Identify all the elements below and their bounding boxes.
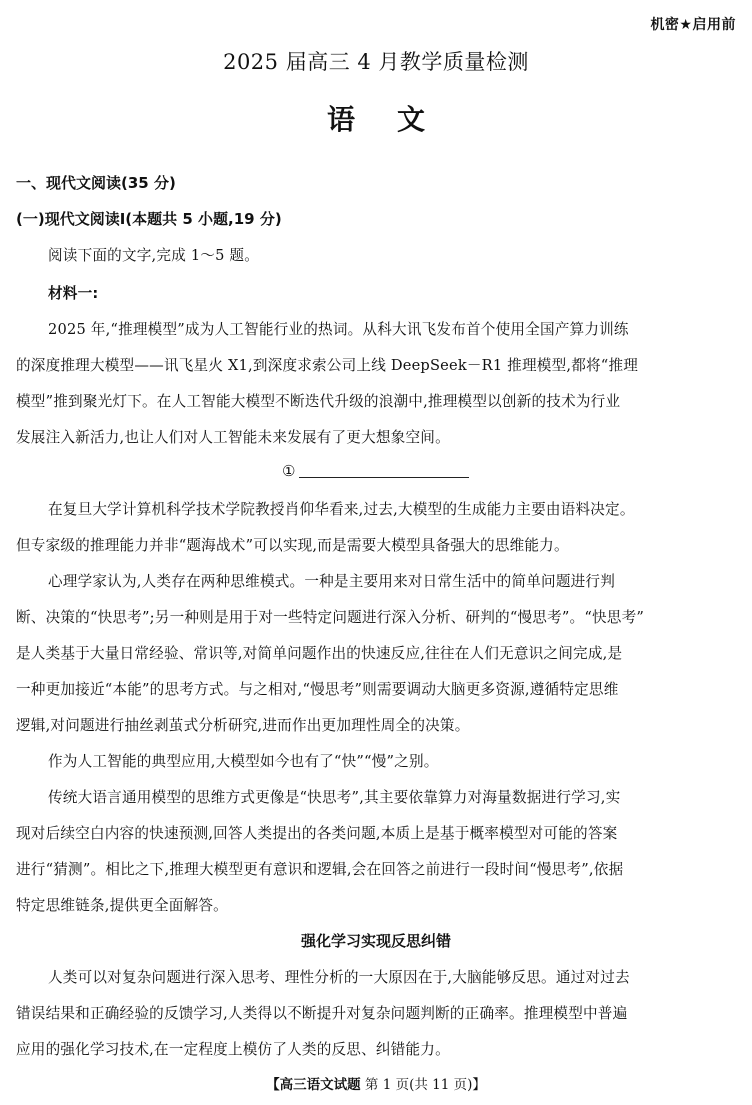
paragraph-line: 但专家级的推理能力并非“题海战术”可以实现,而是需要大模型具备强大的思维能力。 <box>16 537 569 554</box>
page-footer <box>0 1073 752 1093</box>
paragraph-line: 逻辑,对问题进行抽丝剥茧式分析研究,进而作出更加理性周全的决策。 <box>16 717 470 734</box>
subject-char-1: 语 <box>326 103 355 136</box>
paragraph-line: 特定思维链条,提供更全面解答。 <box>16 897 228 914</box>
section-title: 一、现代文阅读(35 分) <box>16 174 176 192</box>
subject-title <box>0 98 752 138</box>
footer-label: 【高三语文试题 <box>266 1077 361 1093</box>
paragraph-line: 进行“猜测”。相比之下,推理大模型更有意识和逻辑,会在回答之前进行一段时间“慢思考”,依据 <box>16 861 624 878</box>
paragraph-line: 应用的强化学习技术,在一定程度上模仿了人类的反思、纠错能力。 <box>16 1041 450 1058</box>
paragraph-line: 是人类基于大量日常经验、常识等,对简单问题作出的快速反应,往往在人们无意识之间完成,是 <box>16 645 623 662</box>
paragraph-line: 心理学家认为,人类存在两种思维模式。一种是主要用来对日常生活中的简单问题进行判 <box>48 573 616 590</box>
blank-line <box>299 463 469 478</box>
instruction: 阅读下面的文字,完成 1～5 题。 <box>48 247 260 264</box>
footer-page-info: 第 1 页(共 11 页)】 <box>364 1077 486 1093</box>
paragraph-line: 现对后续空白内容的快速预测,回答人类提出的各类问题,本质上是基于概率模型对可能的答案 <box>16 825 618 842</box>
paragraph-line: 的深度推理大模型——讯飞星火 X1,到深度求索公司上线 DeepSeek－R1 推理模型,都将“推理 <box>16 357 639 374</box>
material-label: 材料一: <box>48 285 99 302</box>
confidential-mark: 机密★启用前 <box>650 17 736 33</box>
paragraph-line: 人类可以对复杂问题进行深入思考、理性分析的一大原因在于,大脑能够反思。通过对过去 <box>48 969 630 986</box>
paragraph-line: 模型”推到聚光灯下。在人工智能大模型不断迭代升级的浪潮中,推理模型以创新的技术为行业 <box>16 393 621 410</box>
exam-title: 2025 届高三 4 月教学质量检测 <box>223 50 529 74</box>
paragraph-line: 一种更加接近“本能”的思考方式。与之相对,“慢思考”则需要调动大脑更多资源,遵循特定思维 <box>16 681 619 698</box>
subsection-title: (一)现代文阅读Ⅰ(本题共 5 小题,19 分) <box>16 210 282 228</box>
paragraph-line: 2025 年,“推理模型”成为人工智能行业的热词。从科大讯飞发布首个使用全国产算力训练 <box>48 321 629 338</box>
paragraph-line: 传统大语言通用模型的思维方式更像是“快思考”,其主要依靠算力对海量数据进行学习,实 <box>48 789 621 806</box>
section-subheading: 强化学习实现反思纠错 <box>300 932 451 950</box>
paragraph-line: 作为人工智能的典型应用,大模型如今也有了“快”“慢”之别。 <box>48 753 439 770</box>
fill-in-blank <box>282 462 469 480</box>
paragraph-line: 发展注入新活力,也让人们对人工智能未来发展有了更大想象空间。 <box>16 429 450 446</box>
paragraph-line: 错误结果和正确经验的反馈学习,人类得以不断提升对复杂问题判断的正确率。推理模型中普遍 <box>16 1005 628 1022</box>
subject-char-2: 文 <box>397 103 426 136</box>
paragraph-line: 断、决策的“快思考”;另一种则是用于对一些特定问题进行深入分析、研判的“慢思考”。“快思考” <box>16 609 645 626</box>
blank-marker: ① <box>282 462 296 480</box>
paragraph-line: 在复旦大学计算机科学技术学院教授肖仰华看来,过去,大模型的生成能力主要由语料决定。 <box>48 501 635 518</box>
